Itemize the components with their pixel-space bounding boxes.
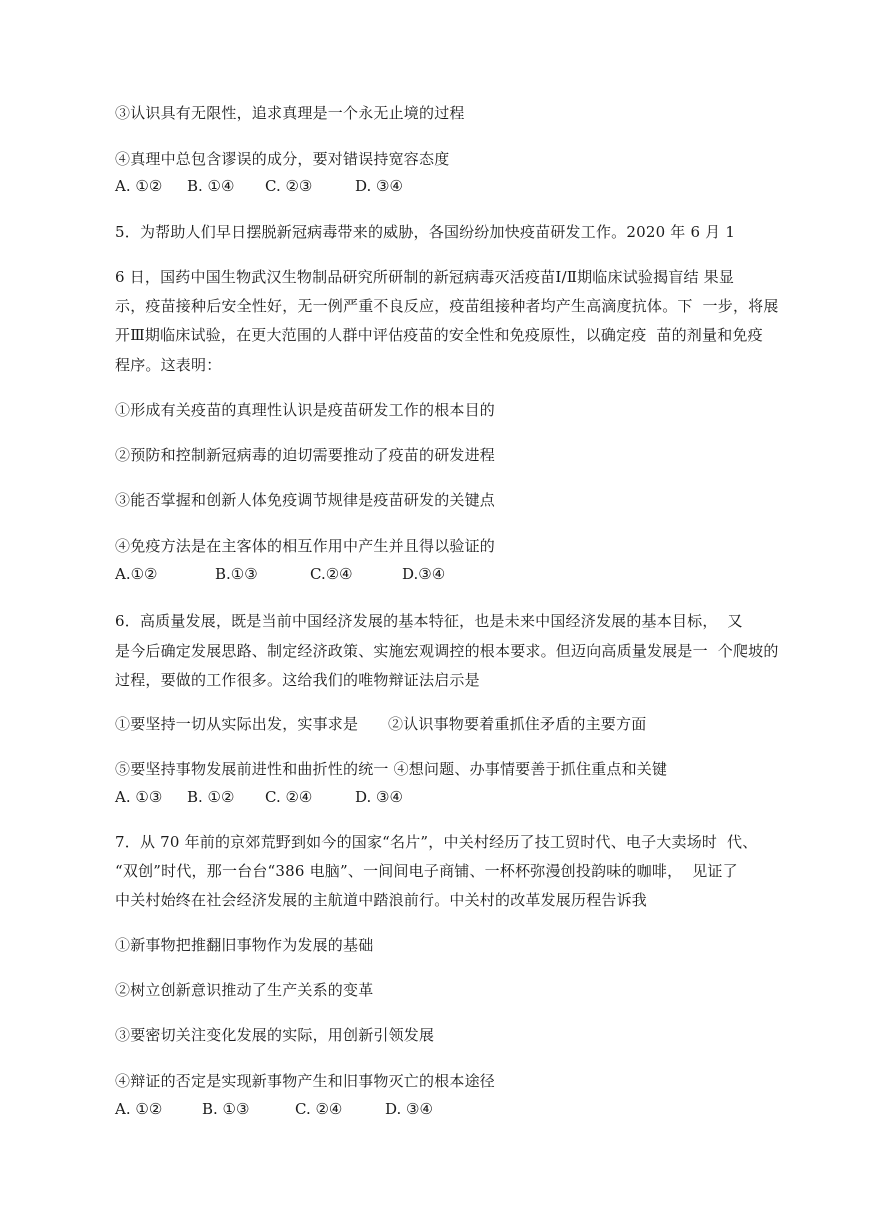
q5-answer-options (115, 564, 755, 584)
q4-option-b: B. ①④ (187, 177, 235, 195)
q7-option-c: C. ②④ (295, 1100, 343, 1118)
q4-choice-4: ④真理中总包含谬误的成分，要对错误持宽容态度 (115, 150, 450, 168)
q6-answer-options (115, 787, 755, 807)
q4-option-c: C. ②③ (265, 177, 313, 195)
q6-stem-line-1: 6．高质量发展，既是当前中国经济发展的基本特征，也是未来中国经济发展的基本目标， 又 (115, 612, 743, 630)
q7-stem-line-1: 7．从 70 年前的京郊荒野到如今的国家“名片”，中关村经历了技工贸时代、电子大卖场时 代、 (115, 833, 758, 851)
q7-answer-options (115, 1099, 755, 1119)
q6-stem-line-2: 是今后确定发展思路、制定经济政策、实施宏观调控的根本要求。但迈向高质量发展是一 个爬坡的 (115, 642, 779, 660)
q5-choice-2: ②预防和控制新冠病毒的迫切需要推动了疫苗的研发进程 (115, 446, 496, 464)
q5-stem-line-2: 6 日，国药中国生物武汉生物制品研究所研制的新冠病毒灭活疫苗Ⅰ/Ⅱ期临床试验揭盲结 果显 (115, 268, 735, 286)
q4-choice-3: ③认识具有无限性，追求真理是一个永无止境的过程 (115, 104, 465, 122)
q5-option-a: A.①② (115, 565, 158, 583)
q5-stem-line-1: 5．为帮助人们早日摆脱新冠病毒带来的威胁，各国纷纷加快疫苗研发工作。2020 年 6 月 1 (115, 223, 736, 241)
q7-option-d: D. ③④ (385, 1100, 433, 1118)
q6-option-a: A. ①③ (115, 788, 163, 806)
q5-stem-line-3: 示，疫苗接种后安全性好，无一例严重不良反应，疫苗组接种者均产生高滴度抗体。下 一步，将展 (115, 297, 779, 315)
q5-stem-line-5: 程序。这表明： (115, 356, 222, 374)
q7-choice-3: ③要密切关注变化发展的实际，用创新引领发展 (115, 1026, 435, 1044)
q6-option-d: D. ③④ (355, 788, 403, 806)
q6-option-c: C. ②④ (265, 788, 313, 806)
q6-option-b: B. ①② (187, 788, 235, 806)
q7-stem-line-3: 中关村始终在社会经济发展的主航道中踏浪前行。中关村的改革发展历程告诉我 (115, 891, 648, 909)
q6-stem-line-3: 过程，要做的工作很多。这给我们的唯物辩证法启示是 (115, 671, 480, 689)
q4-option-d: D. ③④ (355, 177, 403, 195)
q6-choices-3-4: ⑤要坚持事物发展前进性和曲折性的统一 ④想问题、办事情要善于抓住重点和关键 (115, 760, 668, 778)
q4-answer-options (115, 176, 755, 196)
q5-option-b: B.①③ (215, 565, 258, 583)
q7-option-b: B. ①③ (202, 1100, 250, 1118)
q5-choice-3: ③能否掌握和创新人体免疫调节规律是疫苗研发的关键点 (115, 491, 496, 509)
q5-option-d: D.③④ (402, 565, 446, 583)
q5-option-c: C.②④ (310, 565, 353, 583)
q7-choice-2: ②树立创新意识推动了生产关系的变革 (115, 981, 374, 999)
q6-choices-1-2: ①要坚持一切从实际出发，实事求是 ②认识事物要着重抓住矛盾的主要方面 (115, 715, 647, 733)
q4-option-a: A. ①② (115, 177, 163, 195)
q5-choice-1: ①形成有关疫苗的真理性认识是疫苗研发工作的根本目的 (115, 401, 496, 419)
q5-choice-4: ④免疫方法是在主客体的相互作用中产生并且得以验证的 (115, 537, 496, 555)
q7-stem-line-2: “双创”时代，那一台台“386 电脑”、一间间电子商铺、一杯杯弥漫创投韵味的咖啡， 见证了 (115, 862, 738, 880)
q7-choice-1: ①新事物把推翻旧事物作为发展的基础 (115, 936, 374, 954)
q7-option-a: A. ①② (115, 1100, 163, 1118)
q7-choice-4: ④辩证的否定是实现新事物产生和旧事物灭亡的根本途径 (115, 1072, 496, 1090)
q5-stem-line-4: 开Ⅲ期临床试验，在更大范围的人群中评估疫苗的安全性和免疫原性，以确定疫 苗的剂量和免疫 (115, 326, 763, 344)
